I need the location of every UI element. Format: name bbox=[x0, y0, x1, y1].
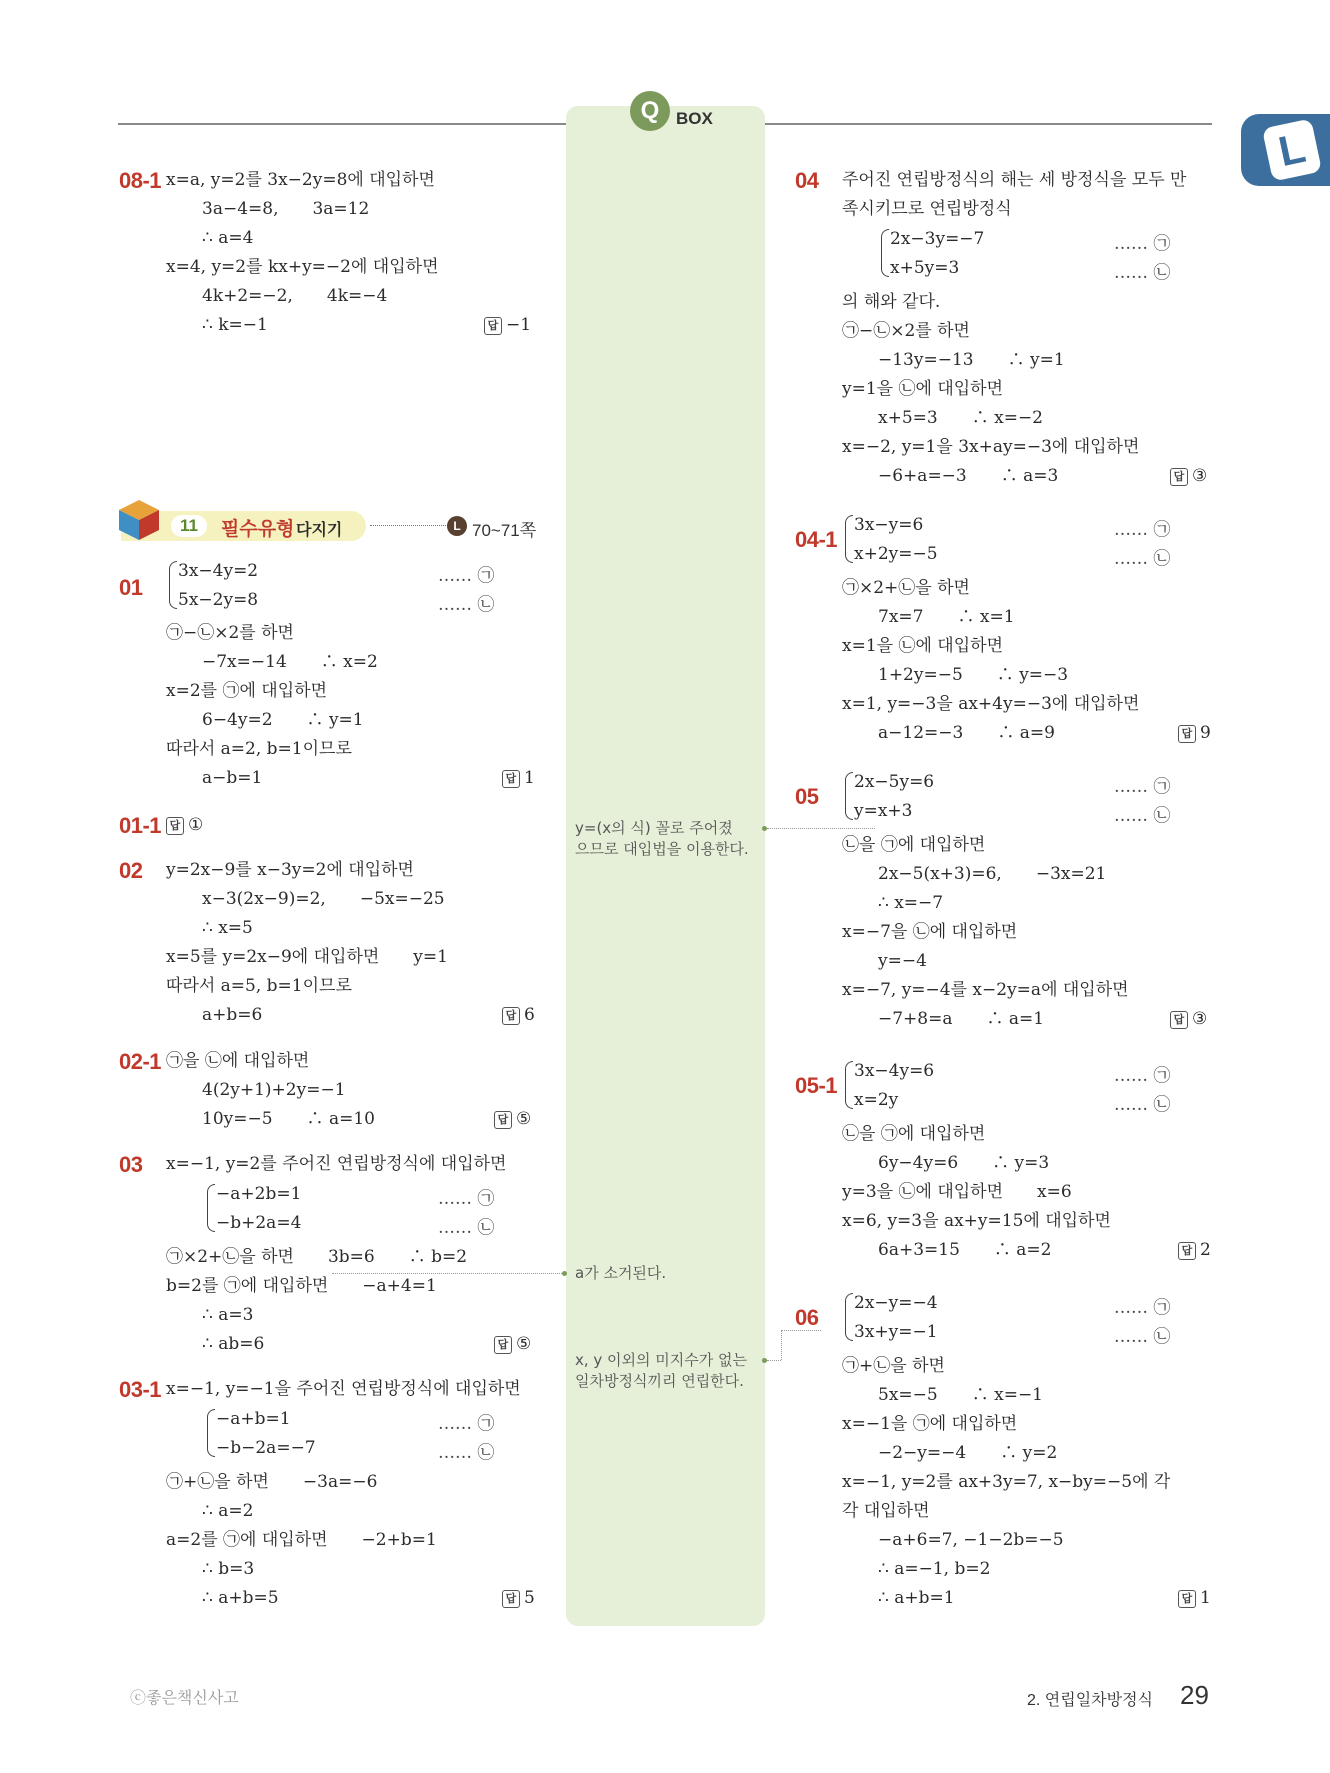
problem-number: 05 bbox=[795, 784, 819, 809]
answer-icon: 답 bbox=[484, 317, 502, 335]
solution-line: −7+8=a ∴ a=1 bbox=[878, 1009, 1045, 1029]
system-brace bbox=[845, 515, 853, 563]
solution-line: ∴ k=−1 bbox=[202, 315, 268, 335]
solution-line: ㉠−㉡×2를 하면 bbox=[842, 321, 970, 341]
solution-line: 따라서 a=2, b=1이므로 bbox=[166, 739, 352, 759]
equation-label: …… ㉡ bbox=[1114, 549, 1171, 569]
answer bbox=[1178, 723, 1211, 743]
solution-line: ∴ x=5 bbox=[202, 918, 253, 938]
note-leader bbox=[767, 1360, 781, 1361]
solution-line: 의 해와 같다. bbox=[842, 292, 941, 312]
publisher-credit: ⓒ좋은책신사고 bbox=[130, 1690, 239, 1707]
equation-label: …… ㉡ bbox=[1114, 1327, 1171, 1347]
qbox-note bbox=[575, 1350, 747, 1392]
system-equation: 3x−y=6 bbox=[854, 515, 924, 535]
solution-line: a−12=−3 ∴ a=9 bbox=[878, 723, 1055, 743]
system-brace bbox=[207, 1184, 215, 1232]
answer-icon: 답 bbox=[1178, 725, 1196, 743]
system-brace bbox=[207, 1409, 215, 1457]
top-rule-right bbox=[765, 123, 1212, 125]
solution-line: −7x=−14 ∴ x=2 bbox=[202, 652, 378, 672]
solution-line: x=−2, y=1을 3x+ay=−3에 대입하면 bbox=[842, 437, 1140, 457]
qbox-note: a가 소거된다. bbox=[575, 1264, 667, 1282]
side-tab bbox=[1241, 114, 1330, 186]
solution-line: ∴ b=3 bbox=[202, 1559, 255, 1579]
solution-line: x+5=3 ∴ x=−2 bbox=[878, 408, 1044, 428]
solution-line: ∴ x=−7 bbox=[878, 893, 944, 913]
system-equation: 3x−4y=2 bbox=[178, 561, 259, 581]
solution-line: −2−y=−4 ∴ y=2 bbox=[878, 1443, 1058, 1463]
answer-icon: 답 bbox=[502, 1007, 520, 1025]
answer-value: 6 bbox=[524, 1005, 535, 1025]
solution-line: ㉠−㉡×2를 하면 bbox=[166, 623, 294, 643]
answer-icon: 답 bbox=[502, 770, 520, 788]
answer-icon: 답 bbox=[1178, 1590, 1196, 1608]
solution-line: 4(2y+1)+2y=−1 bbox=[202, 1080, 346, 1100]
solution-line: 따라서 a=5, b=1이므로 bbox=[166, 976, 352, 996]
solution-line: 3a−4=8, 3a=12 bbox=[202, 199, 370, 219]
solution-line: ㉡을 ㉠에 대입하면 bbox=[842, 835, 986, 855]
system-brace bbox=[881, 229, 889, 277]
equation-label: …… ㉡ bbox=[438, 595, 495, 615]
solution-line: y=2x−9를 x−3y=2에 대입하면 bbox=[166, 860, 414, 880]
system-equation: 2x−5y=6 bbox=[854, 772, 935, 792]
solution-line: ∴ a+b=1 bbox=[878, 1588, 955, 1608]
system-equation: y=x+3 bbox=[854, 801, 913, 821]
solution-line: x=−1, y=−1을 주어진 연립방정식에 대입하면 bbox=[166, 1379, 521, 1399]
solution-line: b=2를 ㉠에 대입하면 −a+4=1 bbox=[166, 1276, 437, 1296]
solution-line: ∴ a+b=5 bbox=[202, 1588, 279, 1608]
answer bbox=[494, 1334, 531, 1354]
system-equation: −a+b=1 bbox=[216, 1409, 291, 1429]
system-equation: −b+2a=4 bbox=[216, 1213, 302, 1233]
top-rule-left bbox=[118, 123, 566, 125]
answer-value: 9 bbox=[1200, 723, 1211, 743]
solution-line: x=5를 y=2x−9에 대입하면 y=1 bbox=[166, 947, 448, 967]
system-equation: x+5y=3 bbox=[890, 258, 960, 278]
answer-value: 1 bbox=[524, 768, 535, 788]
solution-line: ㉠+㉡을 하면 −3a=−6 bbox=[166, 1472, 378, 1492]
solution-line: 10y=−5 ∴ a=10 bbox=[202, 1109, 375, 1129]
solution-line: x=a, y=2를 3x−2y=8에 대입하면 bbox=[166, 170, 435, 190]
note-leader-vertical bbox=[781, 1330, 782, 1360]
solution-line: x=1, y=−3을 ax+4y=−3에 대입하면 bbox=[842, 694, 1140, 714]
note-line: y=(x의 식) 꼴로 주어졌 bbox=[575, 819, 733, 837]
solution-line: −a+6=7, −1−2b=−5 bbox=[878, 1530, 1064, 1550]
problem-number: 01-1 bbox=[119, 813, 162, 838]
problem-number: 04 bbox=[795, 168, 819, 193]
system-brace bbox=[845, 1293, 853, 1341]
answer-value: 1 bbox=[1200, 1588, 1211, 1608]
solution-line: ㉠을 ㉡에 대입하면 bbox=[166, 1051, 310, 1071]
system-equation: 3x+y=−1 bbox=[854, 1322, 938, 1342]
note-line: 일차방정식끼리 연립한다. bbox=[575, 1372, 744, 1390]
solution-line: ㉠+㉡을 하면 bbox=[842, 1356, 945, 1376]
answer-value: 5 bbox=[524, 1588, 535, 1608]
solution-line: x=−1, y=2를 ax+3y=7, x−by=−5에 각 bbox=[842, 1472, 1171, 1492]
solution-line: x=4, y=2를 kx+y=−2에 대입하면 bbox=[166, 257, 439, 277]
solution-line: ∴ a=3 bbox=[202, 1305, 254, 1325]
solution-line: x=2를 ㉠에 대입하면 bbox=[166, 681, 327, 701]
problem-number: 03 bbox=[119, 1152, 143, 1177]
solution-line: 6y−4y=6 ∴ y=3 bbox=[878, 1153, 1050, 1173]
answer-value: ① bbox=[188, 815, 204, 835]
solution-line: x=−1을 ㉠에 대입하면 bbox=[842, 1414, 1018, 1434]
qbox-panel bbox=[566, 106, 765, 1626]
solution-line: y=−4 bbox=[878, 951, 927, 971]
solution-line: 6a+3=15 ∴ a=2 bbox=[878, 1240, 1052, 1260]
note-leader bbox=[332, 1273, 562, 1274]
solution-line: 2x−5(x+3)=6, −3x=21 bbox=[878, 864, 1107, 884]
answer-value: −1 bbox=[506, 315, 532, 335]
section-title: 필수유형 bbox=[221, 519, 295, 540]
solution-line: −13y=−13 ∴ y=1 bbox=[878, 350, 1065, 370]
side-tab-letter: L bbox=[1262, 118, 1322, 181]
solution-line: 1+2y=−5 ∴ y=−3 bbox=[878, 665, 1069, 685]
system-brace bbox=[845, 772, 853, 820]
system-equation: −b−2a=−7 bbox=[216, 1438, 316, 1458]
system-brace bbox=[845, 1061, 853, 1109]
solution-line: ㉠×2+㉡을 하면 bbox=[842, 578, 970, 598]
solution-line: ∴ a=−1, b=2 bbox=[878, 1559, 991, 1579]
equation-label: …… ㉡ bbox=[438, 1218, 495, 1238]
answer-icon: 답 bbox=[1170, 1011, 1188, 1029]
answer bbox=[502, 1005, 535, 1025]
system-equation: 5x−2y=8 bbox=[178, 590, 259, 610]
problem-number: 02 bbox=[119, 858, 143, 883]
note-line: x, y 이외의 미지수가 없는 bbox=[575, 1351, 748, 1369]
section-leader bbox=[370, 525, 450, 526]
answer-value: 2 bbox=[1200, 1240, 1211, 1260]
solution-line: y=1을 ㉡에 대입하면 bbox=[842, 379, 1004, 399]
answer bbox=[1178, 1588, 1211, 1608]
note-line: 으므로 대입법을 이용한다. bbox=[575, 840, 749, 858]
equation-label: …… ㉠ bbox=[438, 566, 495, 586]
solution-line: 5x=−5 ∴ x=−1 bbox=[878, 1385, 1044, 1405]
answer-value: ⑤ bbox=[516, 1109, 532, 1129]
note-connector-dot bbox=[562, 1271, 567, 1276]
page-ref-icon: L bbox=[447, 516, 467, 536]
problem-number: 03-1 bbox=[119, 1377, 162, 1402]
system-equation: 2x−y=−4 bbox=[854, 1293, 938, 1313]
answer bbox=[484, 315, 531, 335]
equation-label: …… ㉠ bbox=[1114, 1298, 1171, 1318]
solution-line: a=2를 ㉠에 대입하면 −2+b=1 bbox=[166, 1530, 437, 1550]
answer-icon: 답 bbox=[502, 1590, 520, 1608]
problem-number: 01 bbox=[119, 575, 143, 600]
system-equation: −a+2b=1 bbox=[216, 1184, 302, 1204]
equation-label: …… ㉡ bbox=[438, 1443, 495, 1463]
answer-value: ③ bbox=[1192, 466, 1208, 486]
problem-number: 06 bbox=[795, 1305, 819, 1330]
answer-icon: 답 bbox=[166, 817, 184, 835]
solution-line: 주어진 연립방정식의 해는 세 방정식을 모두 만 bbox=[842, 170, 1187, 190]
problem-number: 04-1 bbox=[795, 527, 838, 552]
equation-label: …… ㉠ bbox=[438, 1189, 495, 1209]
answer-value: ⑤ bbox=[516, 1334, 532, 1354]
system-equation: 3x−4y=6 bbox=[854, 1061, 935, 1081]
cube-icon bbox=[117, 498, 161, 542]
solution-line: x=6, y=3을 ax+y=15에 대입하면 bbox=[842, 1211, 1111, 1231]
solution-line: ∴ a=4 bbox=[202, 228, 254, 248]
solution-line: 4k+2=−2, 4k=−4 bbox=[202, 286, 388, 306]
answer bbox=[502, 768, 535, 788]
solution-line: x=−7, y=−4를 x−2y=a에 대입하면 bbox=[842, 980, 1129, 1000]
note-leader bbox=[767, 828, 875, 829]
qbox-label: BOX bbox=[676, 109, 713, 128]
solution-line: −6+a=−3 ∴ a=3 bbox=[878, 466, 1059, 486]
solution-line: x=1을 ㉡에 대입하면 bbox=[842, 636, 1003, 656]
qbox-note bbox=[575, 818, 749, 860]
answer-icon: 답 bbox=[494, 1111, 512, 1129]
solution-line: ㉠×2+㉡을 하면 3b=6 ∴ b=2 bbox=[166, 1247, 468, 1267]
answer bbox=[166, 815, 203, 835]
system-brace bbox=[169, 561, 177, 609]
chapter-title: 2. 연립일차방정식 bbox=[1027, 1692, 1153, 1709]
solution-line: ∴ ab=6 bbox=[202, 1334, 265, 1354]
answer bbox=[502, 1588, 535, 1608]
answer bbox=[1170, 466, 1207, 486]
system-equation: x=2y bbox=[854, 1090, 899, 1110]
answer-icon: 답 bbox=[494, 1336, 512, 1354]
solution-line: 7x=7 ∴ x=1 bbox=[878, 607, 1015, 627]
answer-icon: 답 bbox=[1178, 1242, 1196, 1260]
answer-value: ③ bbox=[1192, 1009, 1208, 1029]
section-subtitle: 다지기 bbox=[296, 522, 343, 539]
equation-label: …… ㉡ bbox=[1114, 806, 1171, 826]
equation-label: …… ㉠ bbox=[438, 1414, 495, 1434]
equation-label: …… ㉠ bbox=[1114, 777, 1171, 797]
system-equation: 2x−3y=−7 bbox=[890, 229, 985, 249]
page-number: 29 bbox=[1180, 1680, 1209, 1710]
equation-label: …… ㉠ bbox=[1114, 520, 1171, 540]
section-number: 11 bbox=[171, 515, 207, 537]
solution-line: a+b=6 bbox=[202, 1005, 263, 1025]
equation-label: …… ㉡ bbox=[1114, 1095, 1171, 1115]
problem-number: 08-1 bbox=[119, 168, 162, 193]
qbox-badge: Q bbox=[630, 91, 670, 131]
answer bbox=[494, 1109, 531, 1129]
equation-label: …… ㉠ bbox=[1114, 234, 1171, 254]
page-ref: 70~71쪽 bbox=[472, 521, 537, 540]
solution-line: x−3(2x−9)=2, −5x=−25 bbox=[202, 889, 445, 909]
answer bbox=[1170, 1009, 1207, 1029]
solution-line: x=−1, y=2를 주어진 연립방정식에 대입하면 bbox=[166, 1154, 507, 1174]
solution-line: 6−4y=2 ∴ y=1 bbox=[202, 710, 364, 730]
solution-line: 각 대입하면 bbox=[842, 1501, 930, 1521]
solution-line: x=−7을 ㉡에 대입하면 bbox=[842, 922, 1018, 942]
solution-line: a−b=1 bbox=[202, 768, 263, 788]
answer-icon: 답 bbox=[1170, 468, 1188, 486]
solution-line: 족시키므로 연립방정식 bbox=[842, 199, 1012, 219]
problem-number: 05-1 bbox=[795, 1073, 838, 1098]
system-equation: x+2y=−5 bbox=[854, 544, 938, 564]
equation-label: …… ㉠ bbox=[1114, 1066, 1171, 1086]
problem-number: 02-1 bbox=[119, 1049, 162, 1074]
solution-line: y=3을 ㉡에 대입하면 x=6 bbox=[842, 1182, 1072, 1202]
answer bbox=[1178, 1240, 1211, 1260]
solution-line: ㉡을 ㉠에 대입하면 bbox=[842, 1124, 986, 1144]
equation-label: …… ㉡ bbox=[1114, 263, 1171, 283]
solution-line: ∴ a=2 bbox=[202, 1501, 254, 1521]
